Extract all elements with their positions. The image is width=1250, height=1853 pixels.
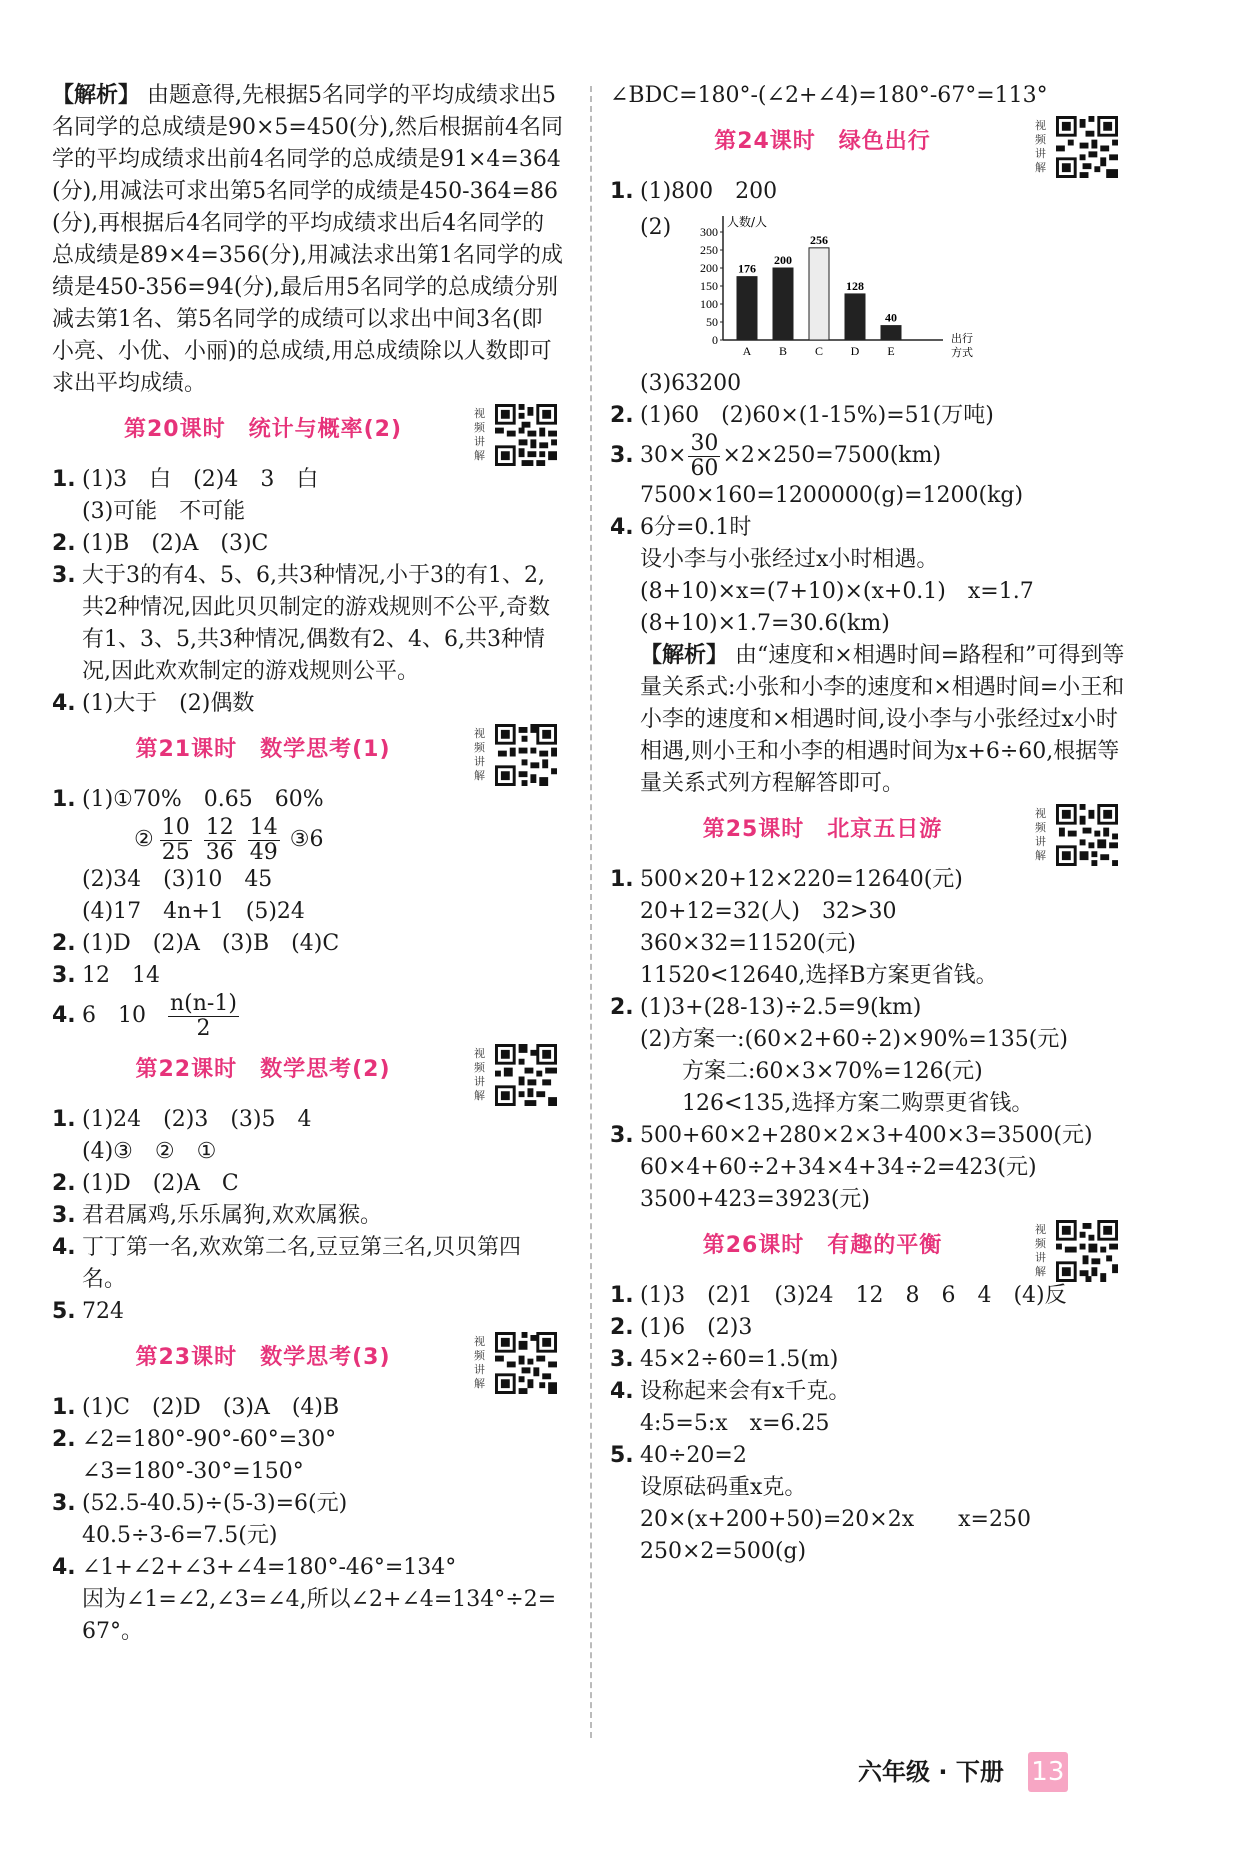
column-divider: [590, 86, 592, 1738]
answer-item: 2. ∠2=180°-90°-60°=30°: [52, 1427, 337, 1452]
x-tick-label: C: [815, 344, 824, 358]
analysis-text: 由“速度和×相遇时间=路程和”可得到等量关系式:小张和小李的速度和×相遇时间=小王和小李的速度和×相遇时间,设小李与小张经过x小时相遇,则小王和小李的相遇时间为x+6÷60,根据等量关系式列方程解答即可。: [640, 643, 1125, 796]
fraction: $\frac{14}{49}$: [249, 814, 278, 865]
answer-item: 5. 40÷20=2: [610, 1443, 747, 1468]
answer-line: 20×(x+200+50)=20×2x x=250: [640, 1507, 1031, 1532]
page-footer: [858, 1752, 1068, 1792]
lesson-title: 第21课时 数学思考(1): [135, 737, 391, 762]
answer-line: 3500+423=3923(元): [640, 1187, 871, 1212]
x-tick-label: D: [850, 344, 860, 358]
answer-item: 1. (1)3 白 (2)4 3 白: [52, 467, 319, 492]
chart-line: [610, 212, 1125, 362]
answer-item: 1. (1)3 (2)1 (3)24 12 8 6 4 (4)反: [610, 1283, 1067, 1308]
x-tick-label: A: [742, 344, 752, 358]
answer-line: 250×2=500(g): [640, 1539, 807, 1564]
lesson-header-21: [52, 722, 564, 782]
lesson-header-20: [52, 402, 564, 462]
qr-code-icon: [1053, 1220, 1121, 1282]
answer-item: 2. (1)3+(28-13)÷2.5=9(km): [610, 995, 922, 1020]
answer-line: 4:5=5:x x=6.25: [640, 1411, 830, 1436]
bar-value-label: 256: [810, 232, 829, 247]
qr-label: 视频讲解: [1035, 1223, 1046, 1278]
fraction: $\frac{n(n-1)}{2}$: [170, 990, 237, 1041]
video-qr-code[interactable]: [1035, 802, 1125, 868]
answer-line: (2)方案一:(60×2+60÷2)×90%=135(元): [640, 1027, 1068, 1052]
answer-item: 3. 大于3的有4、5、6,共3种情况,小于3的有1、2,共2种情况,因此贝贝制定的游戏规则不公平,奇数有1、3、5,共3种情况,偶数有2、4、6,共3种情况,因此欢欢制定的游戏规则公平。: [52, 563, 550, 684]
answer-line: 设小李与小张经过x小时相遇。: [640, 547, 939, 572]
x-tick-label: E: [887, 344, 895, 358]
answer-line: (8+10)×1.7=30.6(km): [640, 611, 890, 636]
answer-line: (8+10)×x=(7+10)×(x+0.1) x=1.7: [640, 579, 1034, 604]
lesson-title: 第24课时 绿色出行: [714, 129, 931, 154]
lesson-header-26: [610, 1218, 1125, 1278]
y-axis-label: 人数/人: [727, 215, 768, 229]
answer-line: 60×4+60÷2+34×4+34÷2=423(元): [640, 1155, 1037, 1180]
answer-item: 4. 设称起来会有x千克。: [610, 1379, 851, 1404]
video-qr-code[interactable]: [474, 722, 564, 788]
answer-item: 1. (1)24 (2)3 (3)5 4: [52, 1107, 312, 1132]
qr-code-icon: [1053, 116, 1121, 178]
analysis-paragraph: [52, 80, 564, 400]
answer-item: 1. (1)800 200: [610, 179, 778, 204]
bar-value-label: 128: [846, 278, 865, 293]
answer-item: 2. (1)B (2)A (3)C: [52, 531, 269, 556]
answer-line: 7500×160=1200000(g)=1200(kg): [640, 483, 1024, 508]
answer-item: 1. 500×20+12×220=12640(元): [610, 867, 963, 892]
video-qr-code[interactable]: [474, 1042, 564, 1108]
video-qr-code[interactable]: [474, 1330, 564, 1396]
answer-item: 4. (1)大于 (2)偶数: [52, 691, 255, 716]
qr-code-icon: [492, 1332, 560, 1394]
answer-item: 4. ∠1+∠2+∠3+∠4=180°-46°=134°: [52, 1555, 457, 1580]
bar-chart: [671, 212, 991, 362]
answer-line: 因为∠1=∠2,∠3=∠4,所以∠2+∠4=134°÷2=67°。: [82, 1587, 557, 1644]
bar: [809, 248, 829, 340]
sub-question-label: (2): [640, 215, 672, 240]
lesson-header-23: [52, 1330, 564, 1390]
lesson-title: 第23课时 数学思考(3): [135, 1345, 391, 1370]
qr-code-icon: [492, 724, 560, 786]
fraction: $\frac{30}{60}$: [690, 430, 719, 481]
lesson-title: 第20课时 统计与概率(2): [123, 417, 403, 442]
lesson-title: 第25课时 北京五日游: [702, 817, 943, 842]
answer-item: 4. 6 10 $\frac{n(n-1)}{2}$: [52, 990, 237, 1041]
answer-line: 360×32=11520(元): [640, 931, 857, 956]
qr-code-icon: [1053, 804, 1121, 866]
answer-line: ∠3=180°-30°=150°: [82, 1459, 304, 1484]
lesson-title: 第22课时 数学思考(2): [135, 1057, 391, 1082]
y-tick-label: 150: [700, 279, 719, 293]
bar: [881, 326, 901, 340]
answer-line: 方案二:60×3×70%=126(元): [682, 1059, 983, 1084]
x-tick-label: B: [779, 344, 788, 358]
answer-line: (3)63200: [640, 371, 742, 396]
continued-answer: ∠BDC=180°-(∠2+∠4)=180°-67°=113°: [610, 83, 1048, 108]
answer-item: 3. 12 14: [52, 963, 160, 988]
x-axis-label: 方式: [951, 346, 974, 359]
bar-value-label: 40: [885, 310, 898, 325]
answer-item: 5. 724: [52, 1299, 124, 1324]
qr-label: 视频讲解: [474, 407, 485, 462]
left-column: [52, 80, 564, 1648]
answer-item: 1. (1)C (2)D (3)A (4)B: [52, 1395, 340, 1420]
lesson-header-24: [610, 114, 1125, 174]
answer-item: 4. 6分=0.1时: [610, 515, 752, 540]
video-qr-code[interactable]: [474, 402, 564, 468]
answer-item: 2. (1)6 (2)3: [610, 1315, 753, 1340]
answer-item: 3. 君君属鸡,乐乐属狗,欢欢属猴。: [52, 1203, 382, 1228]
fraction: $\frac{10}{25}$: [161, 814, 190, 865]
answer-item: 3. 500+60×2+280×2×3+400×3=3500(元): [610, 1123, 1093, 1148]
answer-item: 3. (52.5-40.5)÷(5-3)=6(元): [52, 1491, 348, 1516]
right-column: [610, 80, 1125, 1568]
qr-label: 视频讲解: [1035, 807, 1046, 862]
qr-label: 视频讲解: [474, 1335, 485, 1390]
video-qr-code[interactable]: [1035, 114, 1125, 180]
qr-code-icon: [492, 404, 560, 466]
answer-line: 40.5÷3-6=7.5(元): [82, 1523, 278, 1548]
analysis-label: 【解析】: [52, 83, 141, 108]
answer-line: (2)34 (3)10 45: [82, 867, 273, 892]
lesson-title: 第26课时 有趣的平衡: [702, 1233, 943, 1258]
answer-line: (3)可能 不可能: [82, 499, 246, 524]
bar-value-label: 200: [774, 253, 793, 267]
qr-label: 视频讲解: [474, 1047, 485, 1102]
bar: [773, 268, 793, 340]
answer-line: (4)③ ② ①: [82, 1139, 217, 1164]
analysis-paragraph: [610, 640, 1125, 800]
page-number: 13: [1028, 1752, 1068, 1792]
answer-line: 20+12=32(人) 32>30: [640, 899, 897, 924]
y-tick-label: 50: [706, 315, 719, 329]
y-tick-label: 200: [700, 261, 719, 275]
answer-item: 3. 45×2÷60=1.5(m): [610, 1347, 839, 1372]
answer-line: (4)17 4n+1 (5)24: [82, 899, 305, 924]
y-tick-label: 300: [700, 225, 719, 239]
video-qr-code[interactable]: [1035, 1218, 1125, 1284]
answer-line: 126<135,选择方案二购票更省钱。: [682, 1091, 1034, 1116]
x-axis-label: 出行: [951, 332, 974, 345]
answer-item: 1. (1)①70% 0.65 60%: [52, 787, 324, 812]
answer-line: 11520<12640,选择B方案更省钱。: [640, 963, 998, 988]
fraction: $\frac{12}{36}$: [205, 814, 234, 865]
lesson-header-25: [610, 802, 1125, 862]
answer-item: 4. 丁丁第一名,欢欢第二名,豆豆第三名,贝贝第四名。: [52, 1235, 521, 1292]
bar: [737, 277, 757, 340]
y-tick-label: 100: [700, 297, 719, 311]
fraction-line: ② $\frac{10}{25}$ $\frac{12}{36}$ $\frac{14}{49}$ ③6: [134, 814, 324, 865]
lesson-header-22: [52, 1042, 564, 1102]
analysis-text: 由题意得,先根据5名同学的平均成绩求出5名同学的总成绩是90×5=450(分),然后根据前4名同学的平均成绩求出前4名同学的总成绩是91×4=364(分),用减法可求出第5名同学的成绩是450-364=86(分),再根据后4名同学的平均成绩求出后4名同学的总成绩是89×4=356(分),用减法求出第1名同学的成绩是450-356=94(分),最后用5名同学的总成绩分别减去第1名、第5名同学的成绩可以求出中间3名(即小亮、小优、小丽)的总成绩,用总成绩除以人数即可求出平均成绩。: [52, 83, 564, 396]
answer-item: 2. (1)D (2)A (3)B (4)C: [52, 931, 340, 956]
bar: [845, 294, 865, 340]
qr-label: 视频讲解: [1035, 119, 1046, 174]
y-tick-label: 250: [700, 243, 719, 257]
y-tick-label: 0: [712, 333, 719, 347]
analysis-label: 【解析】: [640, 643, 729, 668]
qr-code-icon: [492, 1044, 560, 1106]
answer-item: 2. (1)60 (2)60×(1-15%)=51(万吨): [610, 403, 994, 428]
answer-item: 2. (1)D (2)A C: [52, 1171, 239, 1196]
qr-label: 视频讲解: [474, 727, 485, 782]
bar-value-label: 176: [738, 261, 757, 276]
answer-item: 3. 30× $\frac{30}{60}$ ×2×250=7500(km): [610, 430, 942, 481]
answer-line: 设原砝码重x克。: [640, 1475, 807, 1500]
grade-label: 六年级 · 下册: [858, 1758, 1004, 1786]
